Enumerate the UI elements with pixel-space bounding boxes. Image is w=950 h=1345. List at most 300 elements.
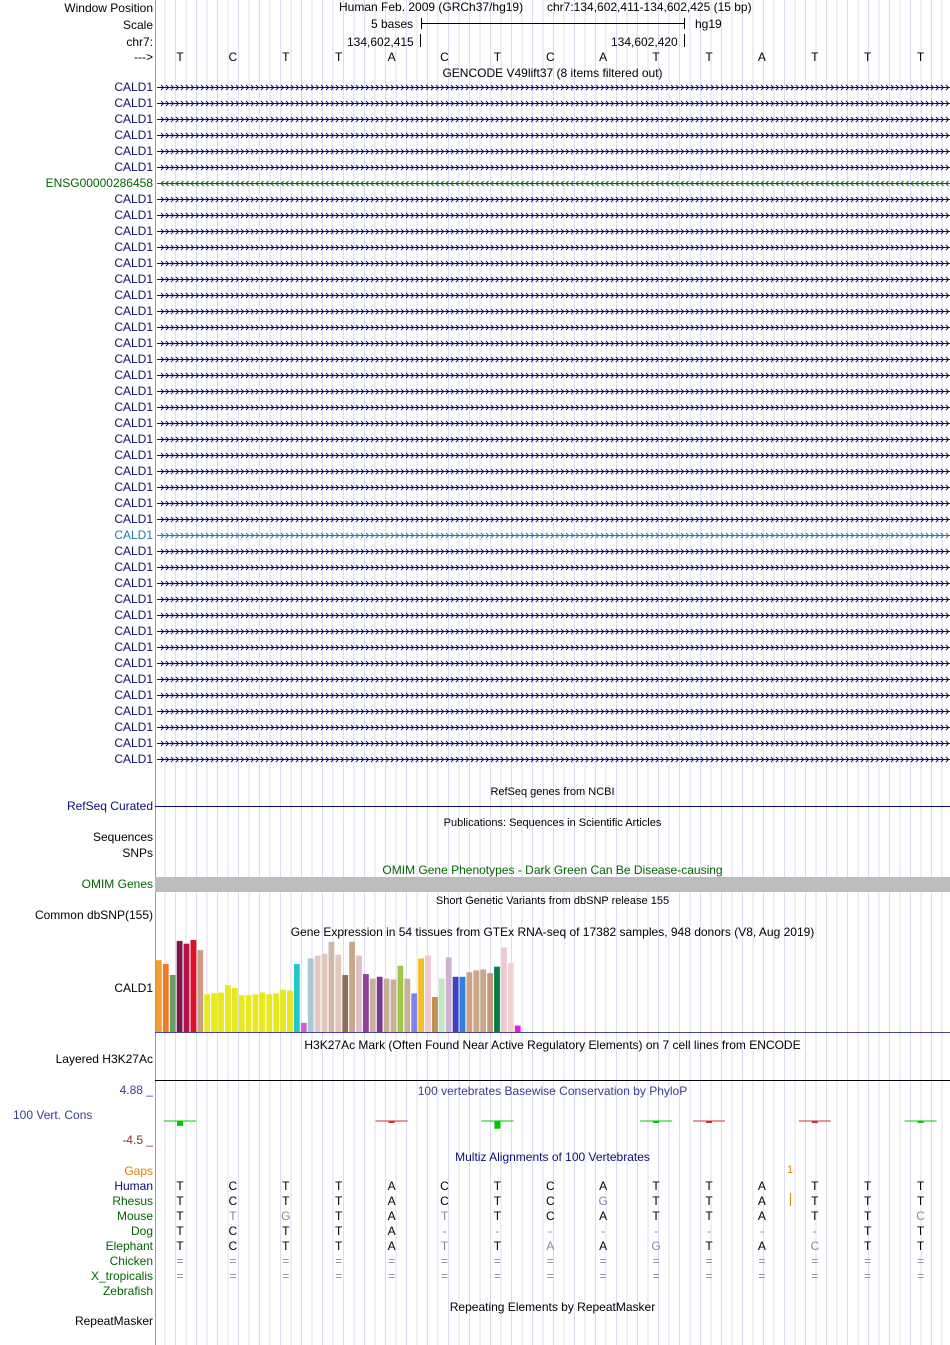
gtex-tissue-bar[interactable] [315,956,321,1032]
gtex-tissue-bar[interactable] [432,997,438,1032]
gencode-transcript-line[interactable] [157,645,950,650]
gencode-track-label[interactable]: CALD1 [114,400,153,414]
gencode-track-label[interactable]: CALD1 [114,384,153,398]
gencode-transcript-line[interactable] [157,101,950,106]
gtex-bar-chart[interactable] [155,938,950,1033]
multiz-base: A [387,1209,396,1223]
gencode-track-label[interactable]: CALD1 [114,272,153,286]
gencode-track-label[interactable]: CALD1 [114,208,153,222]
gencode-transcript-line[interactable] [157,725,950,730]
gtex-tissue-bar[interactable] [418,958,424,1032]
multiz-species-label[interactable]: X_tropicalis [90,1269,153,1283]
multiz-base: T [176,1224,184,1238]
refseq-title[interactable]: RefSeq genes from NCBI [490,786,615,798]
multiz-base: = [599,1269,607,1283]
gencode-track-label[interactable]: CALD1 [114,624,153,638]
gencode-track-label[interactable]: CALD1 [114,320,153,334]
base-letter: T [652,50,660,64]
gtex-tissue-bar[interactable] [342,975,348,1032]
gtex-tissue-bar[interactable] [280,990,286,1032]
scale-bar-right-tick [684,18,685,29]
multiz-base: G [598,1194,608,1208]
gtex-tissue-bar[interactable] [480,969,486,1032]
gencode-transcript-line[interactable] [157,373,950,378]
multiz-base: = [440,1269,448,1283]
multiz-base: T [705,1194,713,1208]
multiz-base: = [864,1254,872,1268]
gtex-tissue-bar[interactable] [453,977,459,1032]
base-letter: C [440,50,449,64]
gtex-tissue-bar[interactable] [473,970,479,1032]
multiz-base: = [282,1254,290,1268]
base-letter: T [335,50,343,64]
gencode-transcript-line[interactable] [157,149,950,154]
multiz-base: - [495,1224,500,1238]
gaps-label[interactable]: Gaps [124,1164,153,1178]
gencode-transcript-line[interactable] [157,437,950,442]
multiz-species-label[interactable]: Elephant [105,1239,153,1253]
multiz-base: T [176,1239,184,1253]
multiz-base: = [493,1269,501,1283]
multiz-species-label[interactable]: Chicken [109,1254,153,1268]
gtex-title[interactable]: Gene Expression in 54 tissues from GTEx RNA-seq of 17382 samples, 948 donors (V8, Aug 2019) [290,925,815,939]
gtex-tissue-bar[interactable] [301,1023,307,1032]
multiz-base: = [388,1269,396,1283]
multiz-base: T [176,1194,184,1208]
gtex-tissue-bar[interactable] [349,942,355,1032]
gencode-track-label[interactable]: CALD1 [114,336,153,350]
multiz-base: C [440,1194,449,1208]
gap-insert-bar [790,1193,791,1206]
multiz-base: T [440,1209,449,1223]
gtex-tissue-bar[interactable] [273,993,279,1032]
refseq-label[interactable]: RefSeq Curated [66,799,153,813]
multiz-base: C [545,1194,555,1208]
gencode-transcript-line[interactable] [157,213,950,218]
gencode-track-label[interactable]: CALD1 [114,688,153,702]
multiz-base: T [864,1224,872,1238]
multiz-base: T [493,1179,502,1193]
multiz-base: = [335,1269,343,1283]
phylop-score-bar[interactable] [494,1121,500,1129]
multiz-title[interactable]: Multiz Alignments of 100 Vertebrates [455,1150,650,1164]
multiz-base: = [493,1254,501,1268]
base-letter: C [228,50,238,64]
gencode-track-label[interactable]: CALD1 [114,592,153,606]
multiz-base: - [548,1224,553,1238]
gencode-track-label[interactable]: CALD1 [114,496,153,510]
base-letter: T [176,50,184,64]
multiz-base: = [335,1254,343,1268]
multiz-base: T [916,1194,925,1208]
multiz-base: = [599,1254,607,1268]
multiz-base: A [757,1194,766,1208]
gencode-transcript-line[interactable] [157,677,950,682]
phylop-score-bar[interactable] [706,1121,712,1123]
gtex-tissue-bar[interactable] [197,950,203,1032]
publications-label-2[interactable]: SNPs [122,846,153,860]
multiz-base: T [811,1209,819,1223]
gtex-tissue-bar[interactable] [370,979,376,1032]
multiz-base: C [545,1209,555,1223]
gencode-track-label[interactable]: CALD1 [114,448,153,462]
coord-left-tick [420,34,421,47]
multiz-base: = [758,1254,766,1268]
multiz-base: T [335,1194,343,1208]
gencode-transcript-line[interactable] [157,181,950,186]
gencode-transcript-line[interactable] [157,405,950,410]
gencode-transcript-line[interactable] [157,517,950,522]
gencode-transcript-line[interactable] [157,165,950,170]
base-letter: T [864,50,872,64]
gencode-track-label[interactable]: CALD1 [114,144,153,158]
multiz-base: T [705,1239,713,1253]
gencode-track-label[interactable]: ENSG00000286458 [45,176,153,190]
gtex-tissue-bar[interactable] [411,993,417,1032]
dbsnp-label[interactable]: Common dbSNP(155) [34,908,153,922]
h3k27ac-label[interactable]: Layered H3K27Ac [55,1052,153,1066]
gtex-tissue-bar[interactable] [266,994,272,1032]
gtex-tissue-bar[interactable] [425,956,431,1032]
multiz-base: T [864,1239,872,1253]
gencode-track-label[interactable]: CALD1 [114,464,153,478]
multiz-base: - [442,1224,447,1238]
multiz-base: A [546,1239,555,1253]
base-letter: C [545,50,555,64]
gtex-tissue-bar[interactable] [163,964,169,1032]
gencode-transcript-line[interactable] [157,85,950,90]
multiz-base: A [757,1209,766,1223]
gtex-tissue-bar[interactable] [232,988,238,1032]
phylop-title[interactable]: 100 vertebrates Basewise Conservation by PhyloP [417,1084,688,1098]
gencode-track-label[interactable]: CALD1 [114,128,153,142]
multiz-base: T [282,1179,290,1193]
multiz-base: A [599,1179,608,1193]
gtex-tissue-bar[interactable] [308,958,314,1032]
gencode-track-label[interactable]: CALD1 [114,160,153,174]
gencode-track-label[interactable]: CALD1 [114,192,153,206]
phylop-score-bar[interactable] [812,1121,818,1123]
gencode-track-label[interactable]: CALD1 [114,560,153,574]
gencode-track-label[interactable]: CALD1 [114,512,153,526]
gencode-track-label[interactable]: CALD1 [114,432,153,446]
gtex-tissue-bar[interactable] [239,995,245,1032]
base-letter: T [493,50,502,64]
multiz-base: T [652,1194,660,1208]
multiz-base: T [916,1239,925,1253]
gencode-transcript-line[interactable] [157,421,950,426]
gencode-transcript-line[interactable] [157,709,950,714]
gencode-track-label[interactable]: CALD1 [114,720,153,734]
multiz-base: - [812,1224,817,1238]
multiz-base: A [757,1179,766,1193]
gencode-transcript-line[interactable] [157,453,950,458]
base-letter: T [282,50,290,64]
gencode-track-label[interactable]: CALD1 [114,480,153,494]
multiz-base: T [811,1179,819,1193]
gtex-tissue-bar[interactable] [191,940,197,1032]
multiz-base: T [864,1194,872,1208]
gtex-tissue-bar[interactable] [494,967,500,1032]
gtex-tissue-bar[interactable] [391,980,397,1032]
scale-text: 5 bases [371,17,414,31]
gencode-transcript-line[interactable] [157,277,950,282]
gencode-track-label[interactable]: CALD1 [114,256,153,270]
multiz-base: = [176,1269,184,1283]
gencode-transcript-line[interactable] [157,325,950,330]
multiz-species-label[interactable]: Zebrafish [102,1284,153,1298]
gtex-tissue-bar[interactable] [184,944,190,1032]
refseq-line [155,806,950,807]
gtex-tissue-bar[interactable] [156,960,162,1032]
position-readout[interactable]: chr7:134,602,411-134,602,425 (15 bp) [547,0,752,14]
multiz-base: T [916,1224,925,1238]
multiz-base: T [705,1179,713,1193]
window-position-label: Window Position [64,1,153,15]
base-letter: T [705,50,713,64]
gencode-transcript-line[interactable] [157,389,950,394]
multiz-base: = [546,1269,554,1283]
phylop-score-bar[interactable] [389,1121,395,1123]
multiz-base: T [282,1239,290,1253]
multiz-base: T [440,1239,449,1253]
gencode-track-label[interactable]: CALD1 [114,528,153,542]
gtex-tissue-bar[interactable] [287,991,293,1032]
multiz-species-label[interactable]: Human [114,1179,153,1193]
gap-marker: 1 [787,1164,794,1176]
gencode-transcript-line[interactable] [157,501,950,506]
db-name: hg19 [695,17,722,31]
gtex-tissue-bar[interactable] [218,992,224,1032]
multiz-base: = [546,1254,554,1268]
multiz-base: = [176,1254,184,1268]
multiz-base: T [335,1179,343,1193]
gencode-track-label[interactable]: CALD1 [114,80,153,94]
gtex-tissue-bar[interactable] [460,977,466,1032]
gencode-transcript-line[interactable] [157,133,950,138]
gtex-tissue-bar[interactable] [260,992,266,1032]
gencode-transcript-line[interactable] [157,629,950,634]
gencode-track[interactable] [155,80,950,780]
gencode-transcript-line[interactable] [157,757,950,762]
gencode-track-label[interactable]: CALD1 [114,368,153,382]
gencode-transcript-line[interactable] [157,357,950,362]
publications-label-1[interactable]: Sequences [92,830,153,844]
phylop-track[interactable] [155,1100,950,1140]
multiz-base: C [228,1194,238,1208]
gencode-transcript-line[interactable] [157,309,950,314]
multiz-base: T [229,1209,237,1223]
publications-title[interactable]: Publications: Sequences in Scientific Articles [443,817,662,829]
gencode-transcript-line[interactable] [157,581,950,586]
omim-label[interactable]: OMIM Genes [81,877,153,891]
omim-title[interactable]: OMIM Gene Phenotypes - Dark Green Can Be Disease-causing [382,863,723,877]
gencode-track-label[interactable]: CALD1 [114,112,153,126]
multiz-base: T [176,1179,184,1193]
omim-gray-bar [155,877,950,892]
multiz-base: T [335,1239,343,1253]
multiz-base: = [917,1269,925,1283]
gencode-transcript-line[interactable] [157,117,950,122]
gencode-track-label[interactable]: CALD1 [114,640,153,654]
multiz-base: = [705,1254,713,1268]
phylop-score-bar[interactable] [177,1121,183,1126]
multiz-base: - [707,1224,711,1238]
gencode-transcript-line[interactable] [157,661,950,666]
scale-label: Scale [122,18,153,32]
gencode-track-label[interactable]: CALD1 [114,752,153,766]
gencode-track-label[interactable]: CALD1 [114,96,153,110]
gencode-track-label[interactable]: CALD1 [114,304,153,318]
multiz-base: A [387,1179,396,1193]
gtex-tissue-bar[interactable] [225,985,231,1032]
gtex-tissue-bar[interactable] [508,963,514,1032]
gencode-transcript-line[interactable] [157,245,950,250]
multiz-base: = [917,1254,925,1268]
multiz-base: = [705,1269,713,1283]
multiz-base: G [281,1209,291,1223]
gtex-tissue-bar[interactable] [404,979,410,1032]
multiz-base: - [601,1224,606,1238]
gtex-tissue-bar[interactable] [446,957,452,1032]
multiz-base: C [228,1224,238,1238]
gencode-transcript-line[interactable] [157,741,950,746]
gencode-transcript-line[interactable] [157,485,950,490]
gencode-transcript-line[interactable] [157,261,950,266]
gtex-tissue-bar[interactable] [363,974,369,1032]
gtex-tissue-bar[interactable] [204,994,210,1032]
assembly-name: Human Feb. 2009 (GRCh37/hg19) [339,0,524,14]
multiz-base: = [864,1269,872,1283]
gencode-transcript-line[interactable] [157,469,950,474]
gencode-track-label[interactable]: CALD1 [114,544,153,558]
multiz-species-label[interactable]: Mouse [116,1209,153,1223]
multiz-base: T [493,1239,502,1253]
gtex-tissue-bar[interactable] [501,947,507,1032]
gencode-track-label[interactable]: CALD1 [114,224,153,238]
base-letter: A [387,50,396,64]
multiz-base: - [654,1224,659,1238]
multiz-base: T [864,1179,872,1193]
gtex-tissue-bar[interactable] [294,964,300,1032]
multiz-base: = [440,1254,448,1268]
coord-right-tick [684,34,685,47]
gencode-transcript-line[interactable] [157,693,950,698]
gtex-tissue-bar[interactable] [356,956,362,1032]
gencode-track-label[interactable]: CALD1 [114,352,153,366]
gencode-title[interactable]: GENCODE V49lift37 (8 items filtered out) [442,66,663,80]
gtex-tissue-bar[interactable] [377,977,383,1032]
gtex-tissue-bar[interactable] [253,994,259,1032]
multiz-base: = [652,1269,660,1283]
gencode-track-label[interactable]: CALD1 [114,672,153,686]
multiz-base: T [864,1209,872,1223]
gtex-tissue-bar[interactable] [487,973,493,1032]
repeatmasker-title[interactable]: Repeating Elements by RepeatMasker [449,1300,656,1314]
gencode-transcript-line[interactable] [157,597,950,602]
multiz-base: C [228,1239,238,1253]
chrom-label: chr7: [126,35,153,49]
gtex-tissue-bar[interactable] [211,993,217,1032]
multiz-base: C [228,1179,238,1193]
gtex-tissue-bar[interactable] [398,966,404,1032]
dbsnp-title[interactable]: Short Genetic Variants from dbSNP release 155 [435,895,670,907]
multiz-base: T [811,1194,819,1208]
gtex-tissue-bar[interactable] [515,1026,521,1032]
multiz-base: - [759,1224,764,1238]
gtex-tissue-bar[interactable] [177,941,183,1032]
gtex-tissue-bar[interactable] [467,972,473,1032]
phylop-score-bar[interactable] [918,1121,924,1123]
gtex-label[interactable]: CALD1 [114,981,153,995]
gencode-track-label[interactable]: CALD1 [114,704,153,718]
multiz-base: = [229,1254,237,1268]
gencode-transcript-line[interactable] [157,293,950,298]
coord-left: 134,602,415 [347,35,414,49]
gtex-tissue-bar[interactable] [335,955,341,1032]
phylop-label[interactable]: 100 Vert. Cons [13,1108,93,1122]
repeatmasker-label[interactable]: RepeatMasker [74,1314,153,1328]
phylop-score-bar[interactable] [653,1121,659,1123]
multiz-base: T [652,1209,660,1223]
gtex-tissue-bar[interactable] [329,942,335,1032]
base-letter: T [916,50,925,64]
gencode-transcript-line[interactable] [157,197,950,202]
gencode-transcript-line[interactable] [157,565,950,570]
gencode-transcript-line[interactable] [157,613,950,618]
multiz-base: T [176,1209,184,1223]
gtex-tissue-bar[interactable] [170,975,176,1032]
multiz-species-label[interactable]: Rhesus [112,1194,153,1208]
multiz-base: T [916,1179,925,1193]
multiz-base: A [387,1224,396,1238]
h3k27ac-title[interactable]: H3K27Ac Mark (Often Found Near Active Regulatory Elements) on 7 cell lines from ENCODE [304,1038,801,1052]
scale-bar [421,23,684,24]
gencode-track-label[interactable]: CALD1 [114,240,153,254]
multiz-base: T [335,1224,343,1238]
gtex-tissue-bar[interactable] [322,954,328,1032]
multiz-base: T [652,1179,660,1193]
gencode-track-label[interactable]: CALD1 [114,656,153,670]
gtex-tissue-bar[interactable] [439,979,445,1032]
gtex-tissue-bar[interactable] [246,995,252,1032]
multiz-base: = [811,1254,819,1268]
multiz-base: T [335,1209,343,1223]
gencode-transcript-line[interactable] [157,533,950,538]
gencode-transcript-line[interactable] [157,341,950,346]
multiz-base: T [705,1209,713,1223]
gencode-track-label[interactable]: CALD1 [114,608,153,622]
gencode-track-label[interactable]: CALD1 [114,576,153,590]
multiz-base: A [387,1239,396,1253]
multiz-base: A [757,1239,766,1253]
multiz-base: = [229,1269,237,1283]
gencode-track-label[interactable]: CALD1 [114,416,153,430]
gencode-transcript-line[interactable] [157,229,950,234]
coord-right: 134,602,420 [611,35,678,49]
base-letter: A [599,50,608,64]
gtex-tissue-bar[interactable] [384,979,390,1032]
multiz-base: = [652,1254,660,1268]
multiz-base: = [811,1269,819,1283]
multiz-base: T [493,1194,502,1208]
h3k27ac-baseline [155,1080,950,1081]
gencode-track-label[interactable]: CALD1 [114,736,153,750]
gencode-transcript-line[interactable] [157,549,950,554]
multiz-species-label[interactable]: Dog [130,1224,153,1238]
multiz-base: T [493,1209,502,1223]
gencode-track-label[interactable]: CALD1 [114,288,153,302]
